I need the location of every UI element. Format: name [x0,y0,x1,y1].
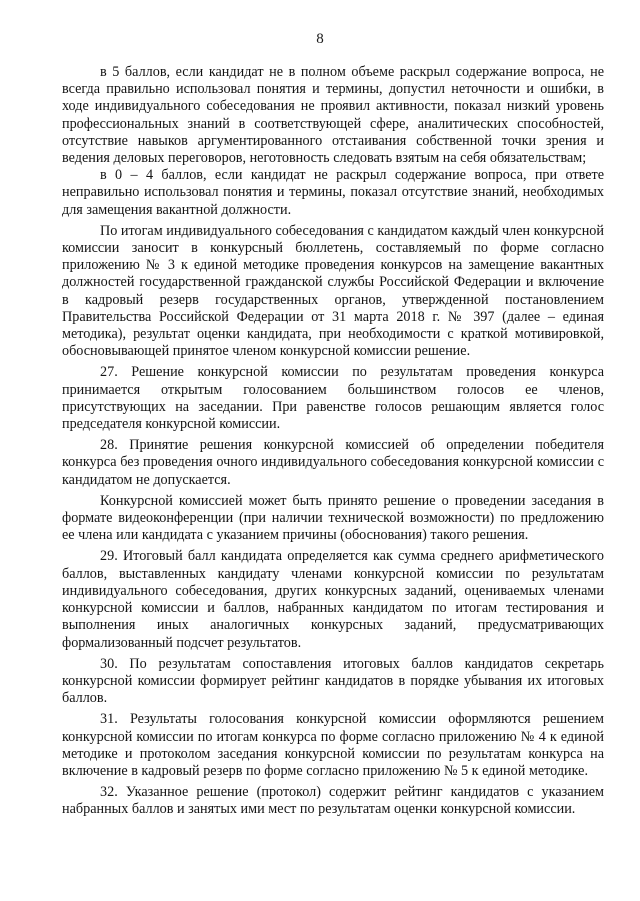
paragraph-28: 28. Принятие решения конкурсной комиссией об определении победителя конкурса без проведения очного индивидуального собеседования конкурсной комиссии с кандидатом не допускается. [62,437,604,488]
paragraph-score-0-4: в 0 – 4 баллов, если кандидат не раскрыл содержание вопроса, при ответе неправильно использовал понятия и термины, показал отсутствие знаний, необходимых для замещения вакантной должности. [62,167,604,218]
document-body [62,64,604,819]
page-number: 8 [316,31,324,47]
paragraph-29: 29. Итоговый балл кандидата определяется как сумма среднего арифметического баллов, выставленных кандидату членами конкурсной комиссии по результатам индивидуального собеседования, других конкурсных заданий, оцениваемых членами конкурсной комиссии и баллов, набранных кандидатом по итогам тестирования и выполнения иных аналогичных конкурсных заданий, предусматривающих формализованный подсчет результатов. [62,548,604,651]
paragraph-27: 27. Решение конкурсной комиссии по результатам проведения конкурса принимается открытым голосованием большинством голосов ее членов, присутствующих на заседании. При равенстве голосов решающим является голос председателя конкурсной комиссии. [62,364,604,433]
paragraph-score-5: в 5 баллов, если кандидат не в полном объеме раскрыл содержание вопроса, не всегда правильно использовал понятия и термины, допустил неточности и ошибки, в ходе индивидуального собеседования не проявил активности, показал низкий уровень профессиональных знаний в соответствующей сфере, аналитических способностей, отсутствие навыков аргументированного отстаивания собственной точки зрения и ведения деловых переговоров, неготовность следовать взятым на себя обязательствам; [62,64,604,167]
paragraph-30: 30. По результатам сопоставления итоговых баллов кандидатов секретарь конкурсной комиссии формирует рейтинг кандидатов в порядке убывания их итоговых баллов. [62,655,604,707]
paragraph-31: 31. Результаты голосования конкурсной комиссии оформляются решением конкурсной комиссии по итогам конкурса по форме согласно приложению № 4 к единой методике и протоколом заседания конкурсной комиссии по результатам конкурса на включение в кадровый резерв по форме согласно приложению № 5 к единой методике. [62,711,604,779]
paragraph-interview-results: По итогам индивидуального собеседования с кандидатом каждый член конкурсной комиссии заносит в конкурсный бюллетень, составляемый по форме согласно приложению № 3 к единой методике проведения конкурсов на замещение вакантных должностей государственной гражданской службы Российской Федерации и включение в кадровый резерв государственных органов, утвержденной постановлением Правительства Российской Федерации от 31 марта 2018 г. № 397 (далее – единая методика), результат оценки кандидата, при необходимости с краткой мотивировкой, обосновывающей принятое членом конкурсной комиссии решение. [62,222,604,360]
paragraph-videoconference: Конкурсной комиссией может быть принято решение о проведении заседания в формате видеоконференции (при наличии технической возможности) по предложению ее члена или кандидата с указанием причины (обоснования) такого решения. [62,492,604,544]
paragraph-32: 32. Указанное решение (протокол) содержит рейтинг кандидатов с указанием набранных баллов и занятых ими мест по результатам оценки конкурсной комиссии. [62,784,604,818]
